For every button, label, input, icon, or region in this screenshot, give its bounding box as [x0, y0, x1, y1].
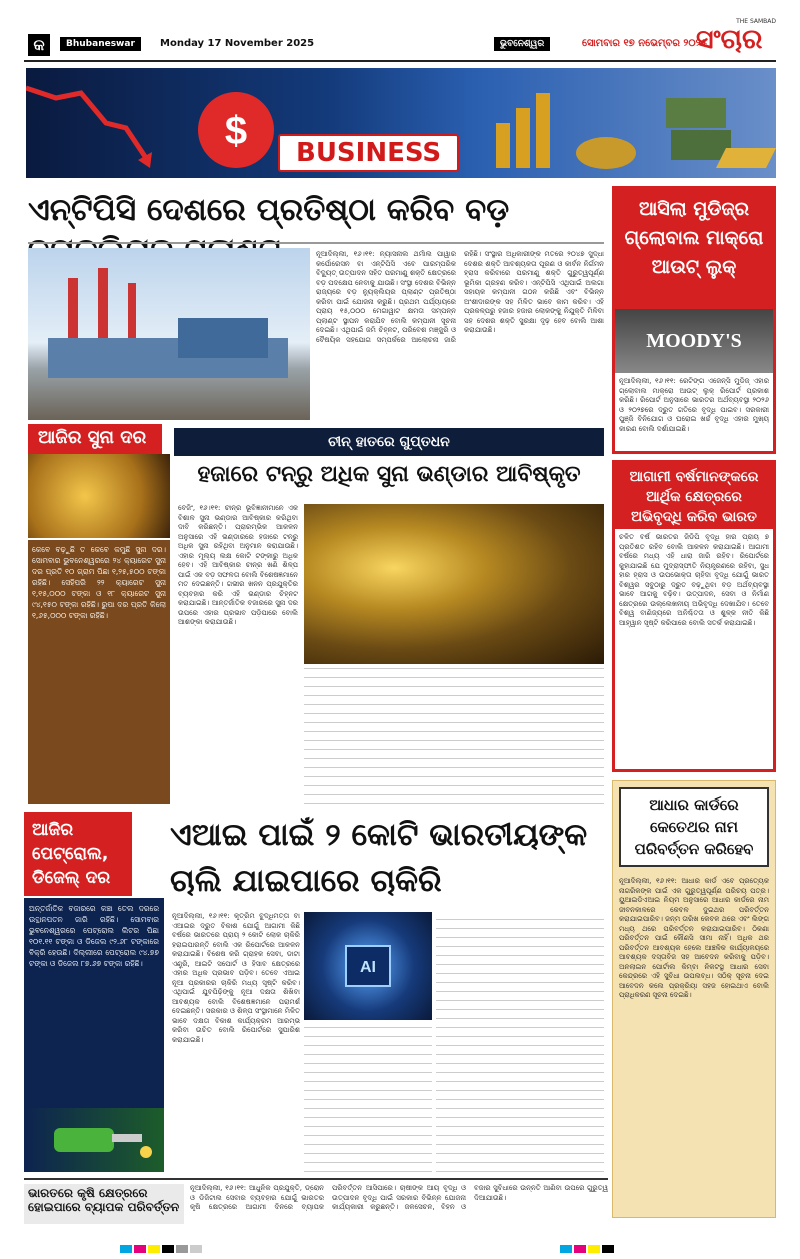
date-or: ସୋମବାର ୧୭ ନଭେମ୍ବର ୨୦୨୫	[582, 38, 707, 49]
moodys-box	[612, 186, 776, 454]
growth-body: ଚଳିତ ବର୍ଷ ଭାରତର ଜିଡିପି ବୃଦ୍ଧି ହାର ପ୍ରାୟ ୭ ପ୍ରତିଶତ ରହିବ ବୋଲି ଆକଳନ କରାଯାଇଛି। ଆଗାମୀ ବର୍ଷରେ ମଧ୍ୟ ଏହି ଧାରା ଜାରି ରହିବ। ରିପୋର୍ଟରେ କୁହାଯାଇଛି ଯେ ମୁଦ୍ରାସ୍ଫୀତି ନିୟନ୍ତ୍ରଣରେ ରହିବା, ସୁଧ ହାର ହ୍ରାସ ଓ ଉପଭୋକ୍ତା ଚାହିଦା ବୃଦ୍ଧି ଯୋଗୁଁ ଭାରତ ବିଶ୍ୱର ସବୁଠାରୁ ଦ୍ରୁତ ବଢ଼ୁଥିବା ବଡ଼ ଅର୍ଥବ୍ୟବସ୍ଥା ଭାବେ ଆଗକୁ ବଢ଼ିବ। ଉତ୍ପାଦନ, ସେବା ଓ ନିର୍ମାଣ କ୍ଷେତ୍ରରେ ଉଲ୍ଲେଖନୀୟ ଅଭିବୃଦ୍ଧି ଦେଖାଯିବ। ତେବେ ବିଶ୍ୱ ବାଣିଜ୍ୟରେ ଅନିଶ୍ଚିତତା ଓ ଶୁଳ୍କ ନୀତି କିଛି ଆହ୍ୱାନ ସୃଷ୍ଟି କରିପାରେ ବୋଲି ସତର୍କ କରାଯାଇଛି।	[619, 533, 769, 627]
moodys-headline: ଆସିଲା ମୁଡିଜ୍‌ର ଗ୍ଲୋବାଲ ମାକ୍ରୋ ଆଉଟ୍ ଲୁକ୍	[615, 189, 773, 309]
agri-section	[24, 1178, 608, 1224]
fuel-nozzle-illustration	[24, 1108, 164, 1172]
growth-box	[612, 460, 776, 772]
ai-body-col2	[436, 912, 604, 1172]
aadhaar-box	[612, 780, 776, 1218]
power-plant-illustration	[28, 248, 310, 420]
lead-rule	[28, 242, 604, 244]
agri-body: ନୂଆଦିଲ୍ଲୀ, ୧୬।୧୧: ଆଧୁନିକ ପ୍ରଯୁକ୍ତି, ଡ୍ରୋନ ଓ ଡିଜିଟାଲ ସେବାର ବ୍ୟବହାର ଯୋଗୁଁ ଭାରତର କୃଷି କ୍ଷେତ୍ରରେ ଆଗାମୀ ଦିନରେ ବ୍ୟାପକ ପରିବର୍ତ୍ତନ ଆସିପାରେ। ଚାଷୀଙ୍କ ଆୟ ବୃଦ୍ଧି ଓ ଉତ୍ପାଦନ ବୃଦ୍ଧି ପାଇଁ ସରକାର ବିଭିନ୍ନ ଯୋଜନା କାର୍ଯ୍ୟକାରୀ କରୁଛନ୍ତି। ଜଳସେଚନ, ବିହନ ଓ ବଜାର ସୁବିଧାରେ ଉନ୍ନତି ଆଣିବା ଉପରେ ଗୁରୁତ୍ୱ ଦିଆଯାଉଛି।	[190, 1184, 608, 1211]
petrol-title: ଆଜିର ପେଟ୍ରୋଲ, ଡିଜେଲ୍ ଦର	[24, 812, 132, 896]
moodys-logo: MOODY'S	[615, 309, 773, 373]
print-color-bar-right	[560, 1238, 760, 1248]
date-en: Monday 17 November 2025	[160, 38, 315, 49]
city-or: ଭୁବନେଶ୍ୱର	[494, 37, 550, 51]
ai-chip-photo	[304, 912, 432, 1020]
lead-headline: ଏନ୍‌ଟିପିସି ଦେଶରେ ପ୍ରତିଷ୍ଠା କରିବ ବଡ଼	[28, 192, 510, 228]
petrol-body: ଅନ୍ତର୍ଜାତିକ ବଜାରରେ କଞ୍ଚା ତେଲ ଦରରେ ଉତ୍ଥାନପତନ ଜାରି ରହିଛି। ସୋମବାର ଭୁବନେଶ୍ୱରରେ ପେଟ୍ରୋଲ ଲିଟର ପିଛା ୧୦୧.୧୧ ଟଙ୍କା ଓ ଡିଜେଲ ୯୨.୬୮ ଟଙ୍କାରେ ବିକ୍ରି ହେଉଛି। ଦିଲ୍ଲୀରେ ପେଟ୍ରୋଲ ୯୪.୭୭ ଟଙ୍କା ଓ ଡିଜେଲ ୮୭.୬୭ ଟଙ୍କା ରହିଛି।	[24, 898, 164, 1108]
svg-text:$: $	[224, 109, 248, 153]
masthead-bar	[24, 18, 776, 58]
svg-text:AI: AI	[360, 959, 376, 976]
ai-body-col1: ନୂଆଦିଲ୍ଲୀ, ୧୬।୧୧: କୃତ୍ରିମ ବୁଦ୍ଧିମତ୍ତା ବା ଏଆଇର ଦ୍ରୁତ ବିକାଶ ଯୋଗୁଁ ଆଗାମୀ କିଛି ବର୍ଷରେ ଭାରତରେ ପ୍ରାୟ ୨ କୋଟି ଲୋକ ଚାକିରି ହରାଇପାରନ୍ତି ବୋଲି ଏକ ରିପୋର୍ଟରେ ଆକଳନ କରାଯାଇଛି। ବିଶେଷ କରି ଗ୍ରାହକ ସେବା, ଡାଟା ଏଣ୍ଟ୍ରି, ଆଇଟି ସପୋର୍ଟ ଓ ହିସାବ କ୍ଷେତ୍ରରେ ଏହାର ଅଧିକ ପ୍ରଭାବ ପଡ଼ିବ। ତେବେ ଏଆଇ ନୂଆ ପ୍ରକାରର ଚାକିରି ମଧ୍ୟ ସୃଷ୍ଟି କରିବ। ଏଥିପାଇଁ ଯୁବପିଢ଼ିଙ୍କୁ ନୂଆ ଦକ୍ଷତା ଶିଖିବା ଆବଶ୍ୟକ ବୋଲି ବିଶେଷଜ୍ଞମାନେ ପରାମର୍ଶ ଦେଇଛନ୍ତି। ସରକାର ଓ ଶିଳ୍ପ ସଂସ୍ଥାମାନେ ମିଳିତ ଭାବେ ଦକ୍ଷତା ବିକାଶ କାର୍ଯ୍ୟକ୍ରମ ଆରମ୍ଭ କରିବା ଉଚିତ ବୋଲି ରିପୋର୍ଟରେ ସୁପାରିଶ କରାଯାଇଛି।	[172, 912, 300, 1044]
print-color-bar-left	[120, 1238, 420, 1248]
city-en: Bhubaneswar	[60, 37, 141, 51]
gold-jewellery-photo	[28, 454, 170, 538]
fuel-nozzle-photo	[24, 1108, 164, 1172]
ai-headline: ଏଆଇ ପାଇଁ ୨ କୋଟି ଭାରତୀୟଙ୍କ ଚାଲି ଯାଇପାରେ ଚାକିରି	[170, 817, 588, 899]
business-label: BUSINESS	[278, 134, 459, 172]
china-body-continued	[304, 668, 604, 804]
lead-body: ନୂଆଦିଲ୍ଲୀ, ୧୬।୧୧: ନ୍ୟାସନାଲ ଥର୍ମାଲ ପାୱାର କର୍ପୋରେସନ ବା ଏନ୍‌ଟିପିସି ଏବେ ପାରମ୍ପରିକ ବିଦ୍ୟୁତ୍ ଉତ୍ପାଦନ ସହିତ ପରମାଣୁ ଶକ୍ତି କ୍ଷେତ୍ରରେ ବଡ଼ ପଦକ୍ଷେପ ନେବାକୁ ଯାଉଛି। ସଂସ୍ଥା ଦେଶର ବିଭିନ୍ନ ରାଜ୍ୟରେ ବଡ଼ ନ୍ୟୁକ୍ଲିୟର ପ୍ଲାଣ୍ଟ ପ୍ରତିଷ୍ଠା କରିବା ପାଇଁ ଯୋଜନା କରୁଛି। ପ୍ରଥମ ପର୍ଯ୍ୟାୟରେ ପ୍ରାୟ ୧୫,୦୦୦ ମେଗାୱାଟ କ୍ଷମତା ସମ୍ପନ୍ନ ପ୍ଲାଣ୍ଟ ସ୍ଥାପନ କରାଯିବ ବୋଲି କମ୍ପାନୀ ସୂଚନା ଦେଇଛି। ଏଥିପାଇଁ ଜମି ଚିହ୍ନଟ, ପରିବେଶ ମଞ୍ଜୁରି ଓ ବୈଷୟିକ ସହଯୋଗ ସମ୍ପର୍କରେ ଆଲୋଚନା ଜାରି ରହିଛି। ସଂସ୍ଥାର ଅଧିକାରୀଙ୍କ ମତରେ ୨୦୪୭ ସୁଦ୍ଧା ଦେଶର ଶକ୍ତି ଆବଶ୍ୟକତା ପୂରଣ ଓ କାର୍ବନ ନିର୍ଗମନ ହ୍ରାସ କରିବାରେ ପରମାଣୁ ଶକ୍ତି ଗୁରୁତ୍ୱପୂର୍ଣ୍ଣ ଭୂମିକା ଗ୍ରହଣ କରିବ। ଏନ୍‌ଟିପିସି ଏଥିପାଇଁ ଅଲଗା ସହାୟକ କମ୍ପାନୀ ଗଠନ କରିଛି ଏବଂ ବିଭିନ୍ନ ଅଂଶୀଦାରଙ୍କ ସହ ମିଳିତ ଭାବେ କାମ କରିବ। ଏହି ପ୍ରକଳ୍ପରୁ ହଜାର ହଜାର ଲୋକଙ୍କୁ ନିଯୁକ୍ତି ମିଳିବା ସହ ଦେଶର ଶକ୍ତି ସୁରକ୍ଷା ଦୃଢ଼ ହେବ ବୋଲି ଆଶା କରାଯାଉଛି।	[316, 250, 604, 344]
header-rule	[24, 60, 776, 62]
ai-body-col3	[304, 1024, 432, 1172]
china-body: ବେଜିଂ, ୧୬।୧୧: ଚୀନ୍‌ର ଭୂବିଜ୍ଞାନୀମାନେ ଏକ ବିଶାଳ ସୁନା ଭଣ୍ଡାର ଆବିଷ୍କାର କରିଥିବା ଦାବି କରିଛନ୍ତି। ପ୍ରାରମ୍ଭିକ ଆକଳନ ଅନୁସାରେ ଏହି ଭଣ୍ଡାରରେ ହଜାରେ ଟନ୍‌ରୁ ଅଧିକ ସୁନା ରହିଥିବା ଅନୁମାନ କରାଯାଉଛି। ଏହାର ମୂଲ୍ୟ ଲକ୍ଷ କୋଟି ଟଙ୍କାରୁ ଅଧିକ ହେବ। ଏହି ଆବିଷ୍କାର ଚୀନ୍‌ର ଖଣି ଶିଳ୍ପ ପାଇଁ ଏକ ବଡ଼ ସଫଳତା ବୋଲି ବିଶେଷଜ୍ଞମାନେ ମତ ଦେଇଛନ୍ତି। ଗଭୀର ଖନନ ପ୍ରଯୁକ୍ତିର ବ୍ୟବହାର କରି ଏହି ଭଣ୍ଡାର ଚିହ୍ନଟ କରାଯାଇଛି। ଆନ୍ତର୍ଜାତିକ ବଜାରରେ ସୁନା ଦର ଉପରେ ଏହାର ପ୍ରଭାବ ପଡ଼ିପାରେ ବୋଲି ଆଶଙ୍କା କରାଯାଉଛି।	[178, 504, 298, 626]
china-kicker: ଚୀନ୍ ହାତରେ ଗୁପ୍ତଧନ	[174, 428, 604, 456]
page-letter: କ	[28, 34, 50, 56]
moodys-body: ନୂଆଦିଲ୍ଲୀ, ୧୬।୧୧: ରେଟିଙ୍ଗ ଏଜେନ୍ସି ମୁଡିଜ୍ ଏହାର ଗ୍ଲୋବାଲ ମାକ୍ରୋ ଆଉଟ୍ ଲୁକ୍ ରିପୋର୍ଟ ପ୍ରକାଶ କରିଛି। ରିପୋର୍ଟ ଅନୁସାରେ ଭାରତର ଅର୍ଥବ୍ୟବସ୍ଥା ୨୦୨୬ ଓ ୨୦୨୭ରେ ଦ୍ରୁତ ଗତିରେ ବୃଦ୍ଧି ପାଇବ। ସରକାରୀ ପୁଞ୍ଜି ବିନିଯୋଗ ଓ ଘରୋଇ ଖର୍ଚ୍ଚ ବୃଦ୍ଧି ଏହାର ମୁଖ୍ୟ କାରଣ ବୋଲି ଦର୍ଶାଯାଇଛି।	[619, 377, 769, 433]
agri-headline: ଭାରତରେ କୃଷି କ୍ଷେତ୍ରରେ ହୋଇପାରେ ବ୍ୟାପକ ପରିବର୍ତ୍ତନ	[24, 1184, 184, 1224]
logo[interactable]	[696, 18, 776, 58]
power-plant-photo	[28, 248, 310, 420]
growth-headline: ଆଗାମୀ ବର୍ଷମାନଙ୍କରେ ଆର୍ଥିକ କ୍ଷେତ୍ରରେ ଅଭିବୃଦ୍ଧି କରିବ ଭାରତ	[615, 463, 773, 529]
business-banner	[26, 68, 776, 178]
ai-chip-illustration	[304, 912, 432, 1020]
gold-rate-title: ଆଜିର ସୁନା ଦର	[28, 424, 162, 454]
logo-text: ସଂଚାର	[696, 24, 763, 55]
china-headline: ହଜାରେ ଟନ୍‌ରୁ ଅଧିକ ସୁନା ଭଣ୍ଡାର ଆବିଷ୍କୃତ	[197, 462, 581, 487]
logo-small-text: THE SAMBAD	[736, 18, 776, 25]
aadhaar-body: ନୂଆଦିଲ୍ଲୀ, ୧୬।୧୧: ଆଧାର କାର୍ଡ ଏବେ ପ୍ରତ୍ୟେକ ନାଗରିକଙ୍କ ପାଇଁ ଏକ ଗୁରୁତ୍ୱପୂର୍ଣ୍ଣ ପରିଚୟ ପତ୍ର। ୟୁଆଇଡିଏଆଇ ନିୟମ ଅନୁସାରେ ଆଧାର କାର୍ଡରେ ନାମ ଜୀବନକାଳରେ କେବଳ ଦୁଇଥର ପରିବର୍ତ୍ତନ କରାଯାଇପାରିବ। ଜନ୍ମ ତାରିଖ କେବଳ ଥରେ ଏବଂ ଲିଙ୍ଗ ମଧ୍ୟ ଥରେ ପରିବର୍ତ୍ତନ କରାଯାଇପାରିବ। ଠିକଣା ପରିବର୍ତ୍ତନ ପାଇଁ କୌଣସି ସୀମା ନାହିଁ। ଅଧିକ ଥର ପରିବର୍ତ୍ତନ ଆବଶ୍ୟକ ହେଲେ ଆଞ୍ଚଳିକ କାର୍ଯ୍ୟାଳୟରେ ଆବଶ୍ୟକ ଦସ୍ତାବିଜ ସହ ଆବେଦନ କରିବାକୁ ପଡ଼ିବ। ଅନଲାଇନ ପୋର୍ଟାଲ କିମ୍ବା ନିକଟସ୍ଥ ଆଧାର ସେବା କେନ୍ଦ୍ରରେ ଏହି ସୁବିଧା ଉପଲବ୍ଧ। ସଠିକ୍ ସୂଚନା ଦେଇ ଆବେଦନ କଲେ ପ୍ରକ୍ରିୟା ସହଜ ହୋଇଥାଏ ବୋଲି ପ୍ରାଧିକରଣ ସୂଚନା ଦେଇଛି।	[619, 877, 769, 999]
gold-mine-photo	[304, 504, 604, 664]
gold-rate-body: କେବେ ବଢ଼ୁଛି ତ କେବେ କମୁଛି ସୁନା ଦର। ସୋମବାର ଭୁବନେଶ୍ୱରରେ ୨୪ କ୍ୟାରେଟ ସୁନା ଦର ପ୍ରତି ୧୦ ଗ୍ରାମ ପିଛା ୧,୨୫,୫୦୦ ଟଙ୍କା ରହିଛି। ସେହିପରି ୨୨ କ୍ୟାରେଟ ସୁନା ୧,୧୫,୦୦୦ ଟଙ୍କା ଓ ୧୮ କ୍ୟାରେଟ ସୁନା ୯୪,୧୫୦ ଟଙ୍କା ରହିଛି। ରୁପା ଦର ପ୍ରତି କିଲୋ ୧,୬୫,୦୦୦ ଟଙ୍କା ରହିଛି।	[28, 540, 170, 804]
aadhaar-headline: ଆଧାର କାର୍ଡରେ କେତେଥର ନାମ ପରିବର୍ତ୍ତନ କରିହେବ	[619, 787, 769, 867]
